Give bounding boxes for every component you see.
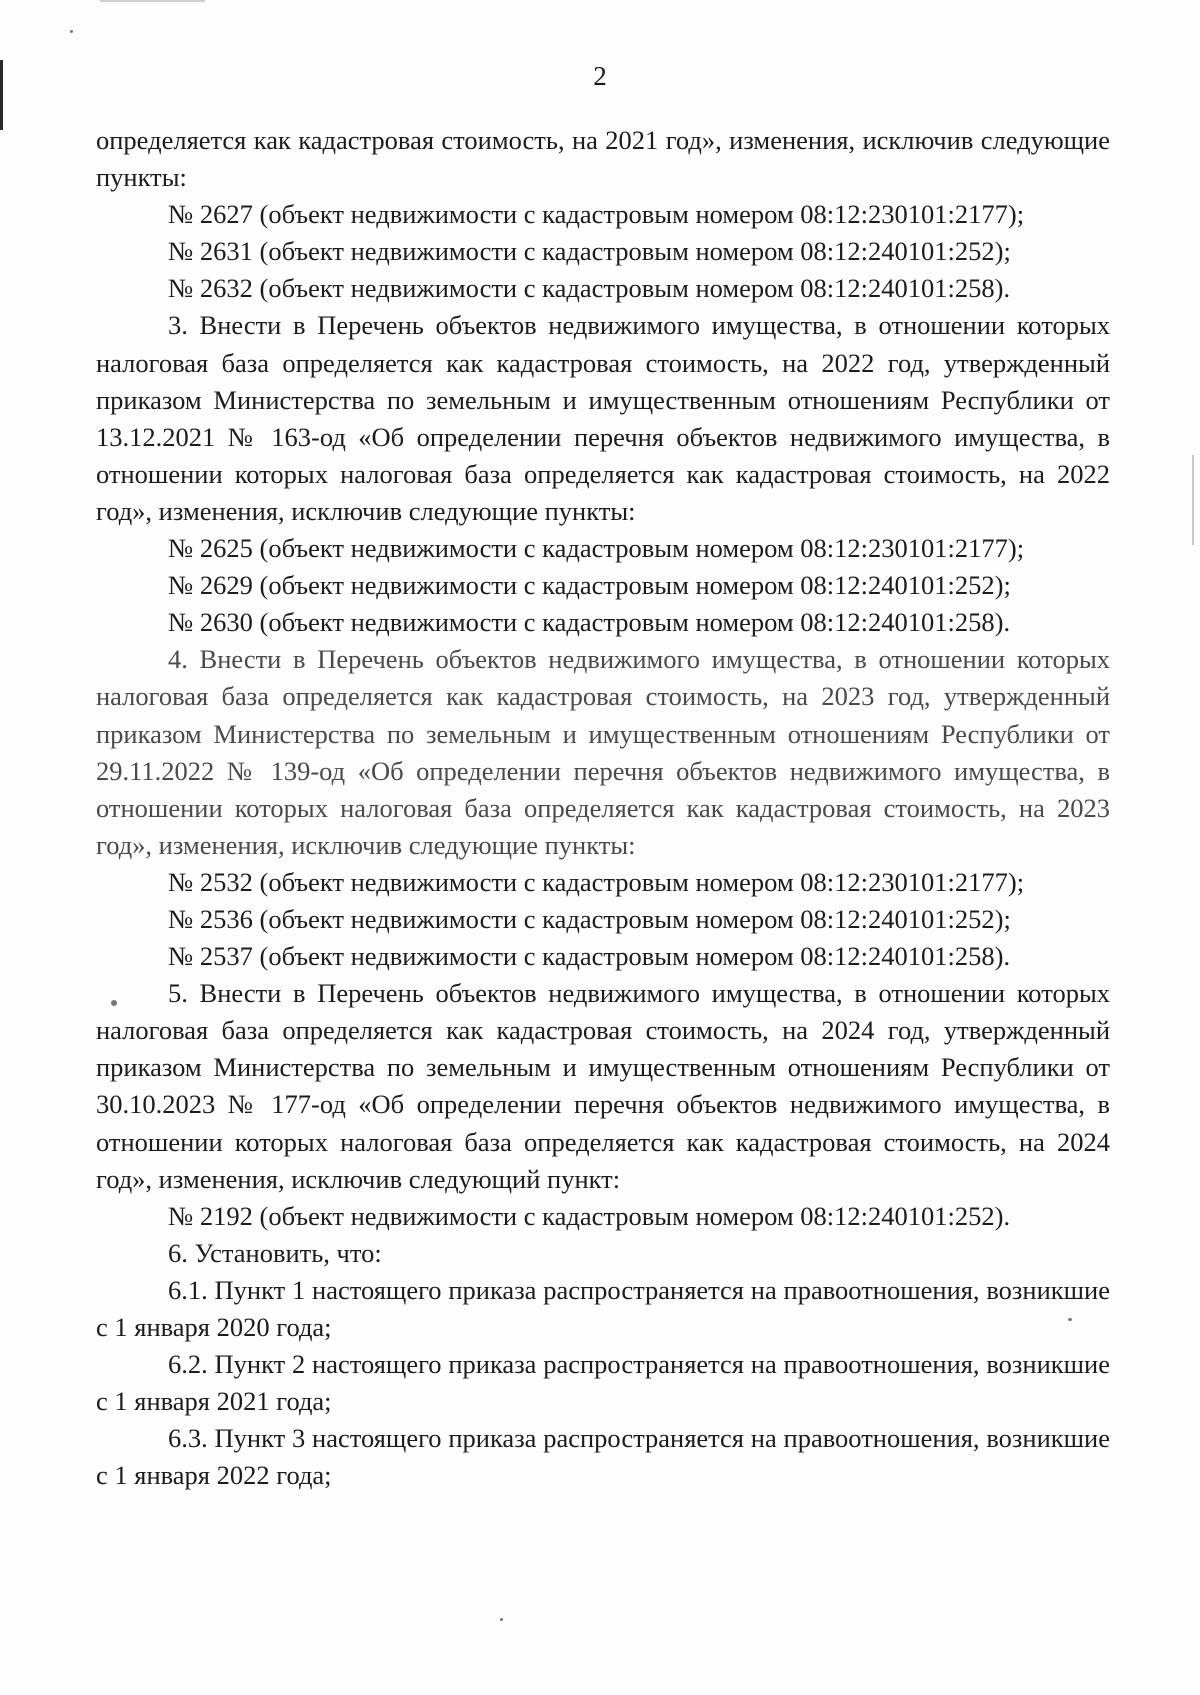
paragraph-6-3: 6.3. Пункт 3 настоящего приказа распространяется на правоотношения, возникшие с 1 января 2022 года; — [96, 1423, 1110, 1491]
page-number: 2 — [593, 61, 607, 91]
list-item: № 2532 (объект недвижимости с кадастровым номером 08:12:230101:2177); — [168, 866, 1025, 897]
list-item: № 2625 (объект недвижимости с кадастровым номером 08:12:230101:2177); — [168, 533, 1025, 564]
paragraph-5: 5. Внести в Перечень объектов недвижимого имущества, в отношении которых налоговая база определяется как кадастровая стоимость, на 2024 год, утвержденный приказом Министерства по земельным и имущественным отношениям Республики от 30.10.2023 № 177-од «Об определении перечня объектов недвижимого имущества, в отношении которых налоговая база определяется как кадастровая стоимость, на 2024 год», изменения, исключив следующий пункт: — [96, 978, 1110, 1194]
list-item: № 2537 (объект недвижимости с кадастровым номером 08:12:240101:258). — [168, 941, 1011, 972]
scan-artifact-right-edge — [1192, 455, 1194, 545]
list-item: № 2627 (объект недвижимости с кадастровым номером 08:12:230101:2177); — [168, 199, 1025, 230]
list-item: № 2631 (объект недвижимости с кадастровым номером 08:12:240101:252); — [168, 236, 1011, 267]
scan-artifact-top-line — [100, 0, 205, 2]
list-item: № 2629 (объект недвижимости с кадастровым номером 08:12:240101:252); — [168, 570, 1011, 601]
document-body — [96, 122, 1110, 1494]
paragraph-6-2: 6.2. Пункт 2 настоящего приказа распространяется на правоотношения, возникшие с 1 января 2021 года; — [96, 1349, 1110, 1417]
scan-speck — [70, 30, 73, 33]
list-item: № 2630 (объект недвижимости с кадастровым номером 08:12:240101:258). — [168, 607, 1011, 638]
paragraph-6-1: 6.1. Пункт 1 настоящего приказа распространяется на правоотношения, возникшие с 1 января 2020 года; — [96, 1274, 1110, 1342]
scan-speck — [500, 1618, 503, 1621]
paragraph-6: 6. Установить, что: — [168, 1237, 382, 1268]
list-item: № 2192 (объект недвижимости с кадастровым номером 08:12:240101:252). — [168, 1200, 1011, 1231]
paragraph-4: 4. Внести в Перечень объектов недвижимого имущества, в отношении которых налоговая база определяется как кадастровая стоимость, на 2023 год, утвержденный приказом Министерства по земельным и имущественным отношениям Республики от 29.11.2022 № 139-од «Об определении перечня объектов недвижимого имущества, в отношении которых налоговая база определяется как кадастровая стоимость, на 2023 год», изменения, исключив следующие пункты: — [96, 644, 1110, 860]
paragraph-3: 3. Внести в Перечень объектов недвижимого имущества, в отношении которых налоговая база определяется как кадастровая стоимость, на 2022 год, утвержденный приказом Министерства по земельным и имущественным отношениям Республики от 13.12.2021 № 163-од «Об определении перечня объектов недвижимого имущества, в отношении которых налоговая база определяется как кадастровая стоимость, на 2022 год», изменения, исключив следующие пункты: — [96, 310, 1110, 526]
paragraph-intro: определяется как кадастровая стоимость, на 2021 год», изменения, исключив следующие пункты: — [96, 125, 1110, 193]
list-item: № 2632 (объект недвижимости с кадастровым номером 08:12:240101:258). — [168, 273, 1011, 304]
list-item: № 2536 (объект недвижимости с кадастровым номером 08:12:240101:252); — [168, 903, 1011, 934]
